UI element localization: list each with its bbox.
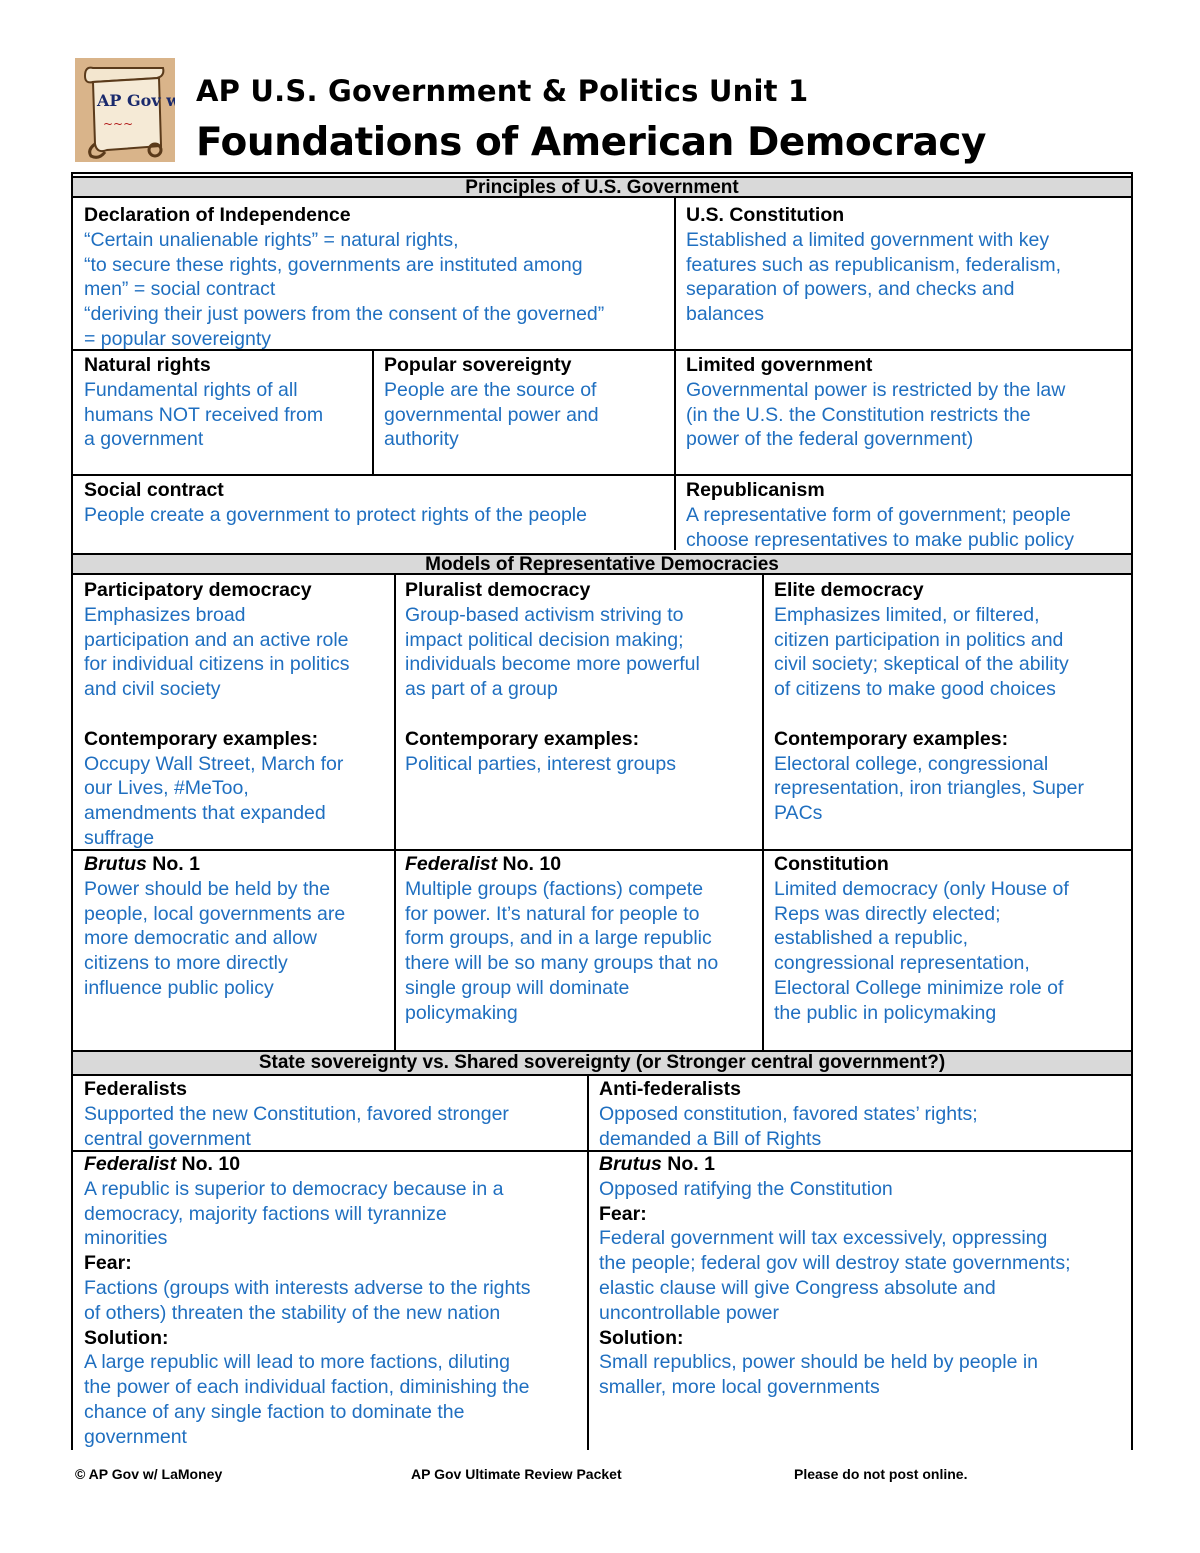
federalist10-fear: Factions (groups with interests adverse to the rights	[84, 1276, 531, 1299]
brutus1-fear: Federal government will tax excessively, oppressing	[599, 1227, 1048, 1250]
pluralist-line: as part of a group	[405, 678, 558, 701]
brutus-model-title: Brutus No. 1	[84, 853, 200, 875]
elite-cell	[774, 578, 1129, 826]
participatory-example: Occupy Wall Street, March for	[84, 752, 344, 775]
federalist-model-line: Multiple groups (factions) compete	[405, 877, 704, 900]
federalist10-solution: the power of each individual faction, diminishing the	[84, 1376, 530, 1399]
natural-rights-line: Fundamental rights of all	[84, 378, 298, 401]
federalist-model-line: form groups, and in a large republic	[405, 927, 712, 950]
page-title: Foundations of American Democracy	[196, 120, 986, 165]
participatory-line: for individual citizens in politics	[84, 653, 350, 676]
federalist10-line: A republic is superior to democracy because in a	[84, 1177, 504, 1200]
footer-packet: AP Gov Ultimate Review Packet	[411, 1466, 622, 1482]
limited-government-title: Limited government	[686, 354, 873, 376]
declaration-line: = popular sovereignty	[84, 327, 271, 350]
participatory-cell	[84, 578, 390, 851]
divider	[394, 575, 396, 1050]
fear-label: Fear:	[599, 1202, 647, 1225]
federalist10-solution: government	[84, 1425, 187, 1448]
elite-title: Elite democracy	[774, 579, 924, 601]
federalist10-fear: of others) threaten the stability of the new nation	[84, 1301, 501, 1324]
natural-rights-line: humans NOT received from	[84, 403, 324, 426]
brutus-model-line: people, local governments are	[84, 902, 346, 925]
pluralist-cell	[405, 578, 760, 776]
natural-rights-line: a government	[84, 428, 204, 451]
constitution-model-title: Constitution	[774, 853, 889, 875]
brutus-model-line: Power should be held by the	[84, 877, 331, 900]
constitution-line: features such as republicanism, federalism,	[686, 253, 1062, 276]
federalist-model-line: policymaking	[405, 1001, 518, 1024]
participatory-line: participation and an active role	[84, 628, 349, 651]
constitution-model-cell	[774, 852, 1129, 1026]
divider	[762, 575, 764, 1050]
limited-government-line: (in the U.S. the Constitution restricts the	[686, 403, 1031, 426]
republicanism-title: Republicanism	[686, 479, 825, 501]
logo-text: AP Gov w	[97, 91, 175, 110]
republicanism-line: A representative form of government; people	[686, 503, 1071, 526]
declaration-line: “to secure these rights, governments are instituted among	[84, 253, 583, 276]
anti-federalists-title: Anti-federalists	[599, 1078, 741, 1100]
popular-sovereignty-cell	[384, 353, 669, 452]
natural-rights-cell	[84, 353, 369, 452]
federalists-line: Supported the new Constitution, favored stronger	[84, 1102, 509, 1125]
anti-federalists-cell	[599, 1077, 1129, 1151]
brutus1-fear: the people; federal gov will destroy state governments;	[599, 1252, 1071, 1275]
brutus-model-line: influence public policy	[84, 976, 274, 999]
svg-text:~~~: ~~~	[103, 117, 134, 131]
divider	[674, 198, 676, 550]
solution-label: Solution:	[599, 1326, 684, 1349]
brutus1-solution: Small republics, power should be held by people in	[599, 1351, 1039, 1374]
limited-government-line: Governmental power is restricted by the law	[686, 378, 1066, 401]
federalist10-line: democracy, majority factions will tyrannize	[84, 1202, 447, 1225]
elite-line: of citizens to make good choices	[774, 678, 1056, 701]
natural-rights-title: Natural rights	[84, 354, 211, 376]
declaration-line: men” = social contract	[84, 278, 276, 301]
federalist10-solution: A large republic will lead to more factions, diluting	[84, 1351, 510, 1374]
constitution-model-line: Electoral College minimize role of	[774, 976, 1064, 999]
constitution-line: Established a limited government with key	[686, 228, 1050, 251]
divider	[372, 349, 374, 475]
anti-federalists-line: Opposed constitution, favored states’ rights;	[599, 1102, 978, 1125]
brutus-model-line: more democratic and allow	[84, 927, 318, 950]
examples-label: Contemporary examples:	[405, 727, 640, 750]
page-subtitle: AP U.S. Government & Politics Unit 1	[196, 74, 809, 108]
fear-label: Fear:	[84, 1252, 132, 1275]
constitution-title: U.S. Constitution	[686, 204, 845, 226]
elite-example: Electoral college, congressional	[774, 752, 1049, 775]
constitution-line: separation of powers, and checks and	[686, 278, 1015, 301]
republicanism-cell	[686, 478, 1126, 552]
constitution-cell	[686, 203, 1126, 327]
constitution-model-line: established a republic,	[774, 927, 969, 950]
solution-label: Solution:	[84, 1326, 169, 1349]
popular-sovereignty-title: Popular sovereignty	[384, 354, 572, 376]
examples-label: Contemporary examples:	[84, 727, 319, 750]
popular-sovereignty-line: governmental power and	[384, 403, 599, 426]
pluralist-line: impact political decision making;	[405, 628, 684, 651]
social-contract-title: Social contract	[84, 479, 224, 501]
federalist10-line: minorities	[84, 1227, 168, 1250]
sovereignty-band: State sovereignty vs. Shared sovereignty (or Stronger central government?)	[73, 1050, 1131, 1076]
elite-example: PACs	[774, 802, 823, 825]
constitution-model-line: Reps was directly elected;	[774, 902, 1001, 925]
declaration-line: “Certain unalienable rights” = natural rights,	[84, 228, 459, 251]
federalists-title: Federalists	[84, 1078, 187, 1100]
pluralist-title: Pluralist democracy	[405, 579, 591, 601]
divider	[587, 1076, 589, 1450]
pluralist-line: individuals become more powerful	[405, 653, 700, 676]
brutus1-solution: smaller, more local governments	[599, 1376, 880, 1399]
constitution-model-line: congressional representation,	[774, 952, 1030, 975]
federalist-model-line: for power. It’s natural for people to	[405, 902, 700, 925]
principles-band: Principles of U.S. Government	[73, 176, 1131, 198]
brutus1-fear: elastic clause will give Congress absolute and	[599, 1276, 996, 1299]
participatory-example: our Lives, #MeToo,	[84, 777, 249, 800]
constitution-model-line: the public in policymaking	[774, 1001, 997, 1024]
constitution-line: balances	[686, 303, 765, 326]
participatory-example: suffrage	[84, 826, 155, 849]
popular-sovereignty-line: People are the source of	[384, 378, 597, 401]
limited-government-cell	[686, 353, 1126, 452]
participatory-title: Participatory democracy	[84, 579, 312, 601]
elite-line: civil society; skeptical of the ability	[774, 653, 1069, 676]
federalist-model-line: single group will dominate	[405, 976, 630, 999]
limited-government-line: power of the federal government)	[686, 428, 974, 451]
models-band: Models of Representative Democracies	[73, 553, 1131, 575]
declaration-cell	[84, 203, 669, 352]
federalist10-cell	[84, 1152, 584, 1450]
federalists-cell	[84, 1077, 584, 1151]
brutus1-title: Brutus No. 1	[599, 1153, 715, 1175]
declaration-line: “deriving their just powers from the consent of the governed”	[84, 303, 605, 326]
popular-sovereignty-line: authority	[384, 428, 459, 451]
pluralist-line: Group-based activism striving to	[405, 603, 684, 626]
elite-line: Emphasizes limited, or filtered,	[774, 603, 1040, 626]
brutus1-line: Opposed ratifying the Constitution	[599, 1177, 893, 1200]
elite-example: representation, iron triangles, Super	[774, 777, 1085, 800]
participatory-line: and civil society	[84, 678, 221, 701]
federalists-line: central government	[84, 1127, 251, 1150]
federalist-model-line: there will be so many groups that no	[405, 952, 719, 975]
examples-label: Contemporary examples:	[774, 727, 1009, 750]
divider	[73, 474, 1131, 476]
federalist-model-cell	[405, 852, 760, 1026]
social-contract-line: People create a government to protect rights of the people	[84, 503, 587, 526]
federalist10-solution: chance of any single faction to dominate the	[84, 1400, 465, 1423]
participatory-example: amendments that expanded	[84, 802, 326, 825]
footer-copyright: © AP Gov w/ LaMoney	[75, 1466, 223, 1482]
declaration-title: Declaration of Independence	[84, 204, 351, 226]
constitution-model-line: Limited democracy (only House of	[774, 877, 1069, 900]
federalist10-title: Federalist No. 10	[84, 1153, 241, 1175]
social-contract-cell	[84, 478, 669, 528]
anti-federalists-line: demanded a Bill of Rights	[599, 1127, 822, 1150]
brutus1-fear: uncontrollable power	[599, 1301, 779, 1324]
logo	[75, 58, 175, 162]
footer-notice: Please do not post online.	[794, 1466, 968, 1482]
brutus1-cell	[599, 1152, 1129, 1400]
elite-line: citizen participation in politics and	[774, 628, 1064, 651]
federalist-model-title: Federalist No. 10	[405, 853, 562, 875]
republicanism-line: choose representatives to make public policy	[686, 528, 1075, 551]
pluralist-example: Political parties, interest groups	[405, 752, 676, 775]
participatory-line: Emphasizes broad	[84, 603, 246, 626]
brutus-model-cell	[84, 852, 390, 1001]
brutus-model-line: citizens to more directly	[84, 952, 288, 975]
